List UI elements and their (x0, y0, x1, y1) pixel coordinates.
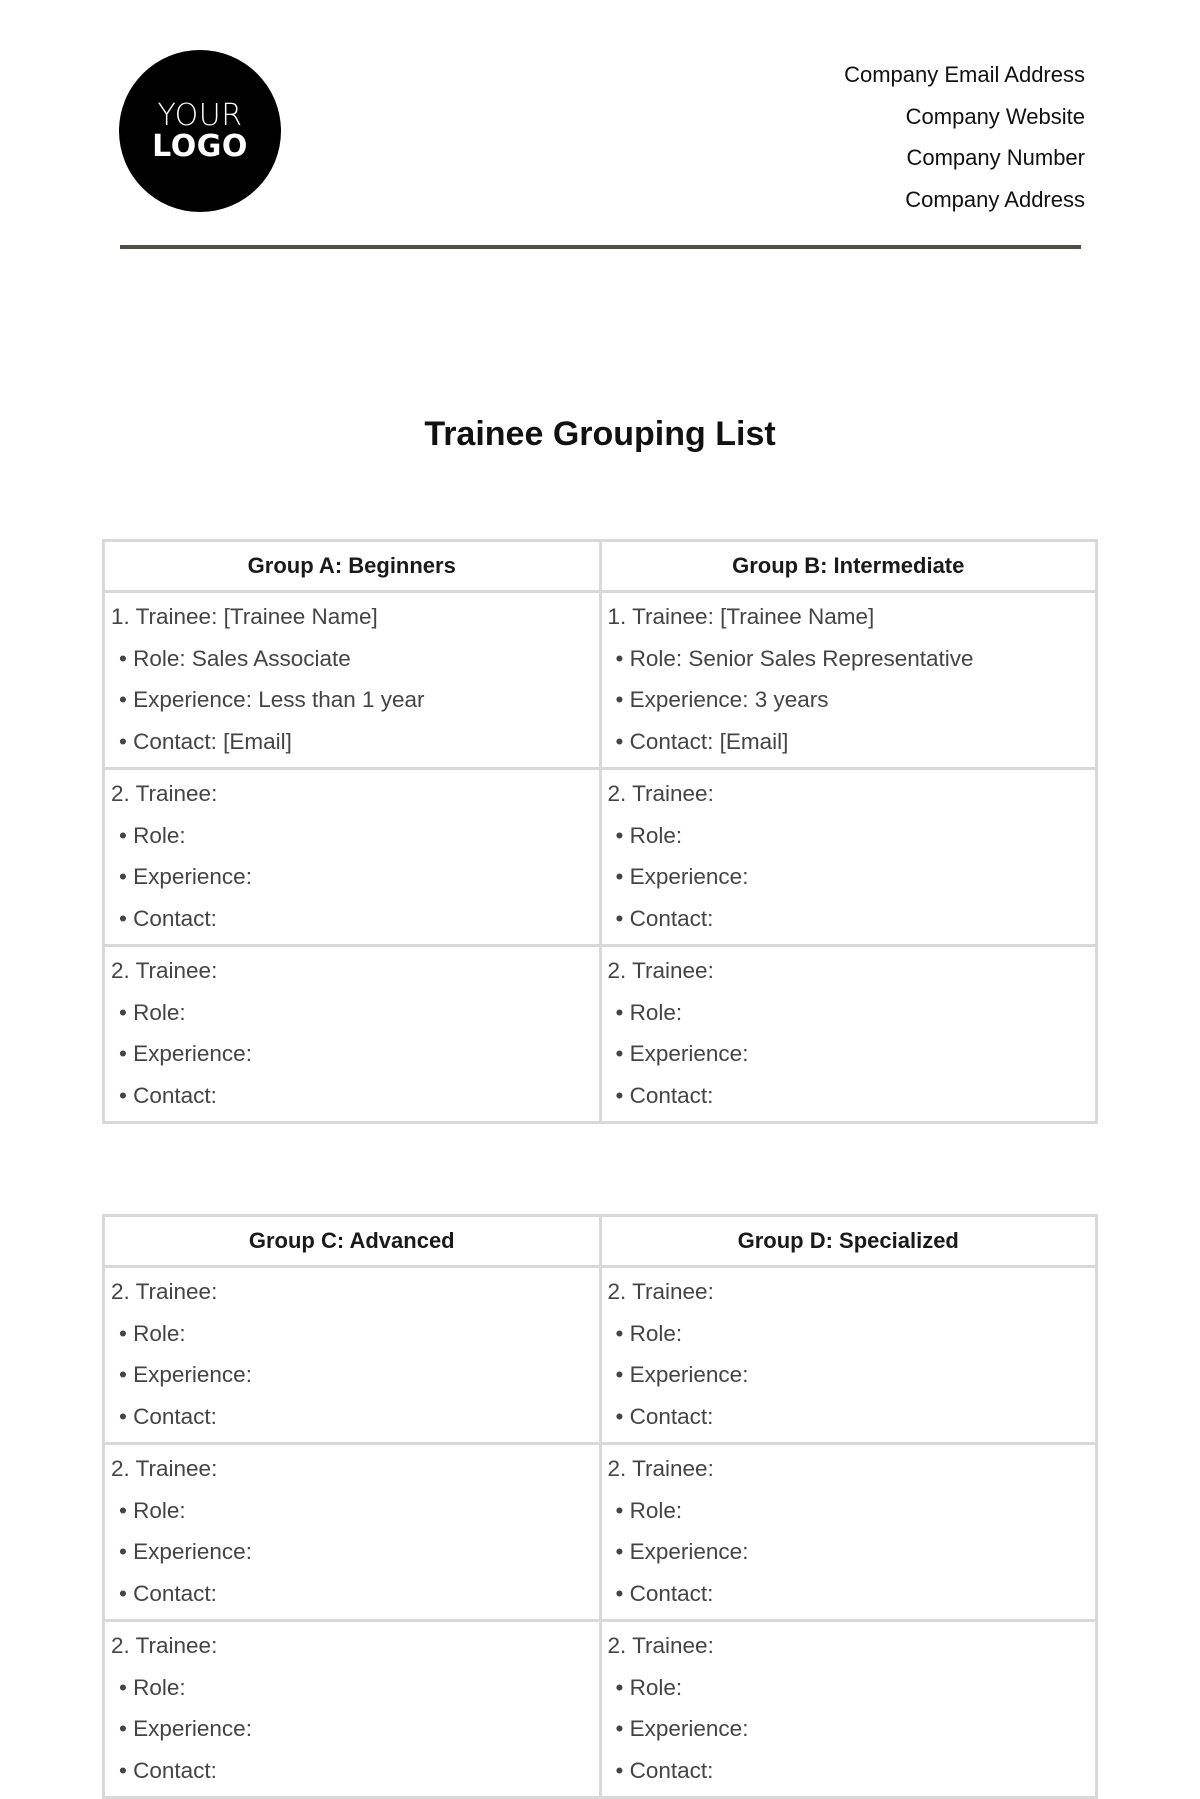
trainee-line: 2. Trainee: (111, 1633, 218, 1658)
table-header-row (104, 1216, 1097, 1267)
table-row (104, 946, 1097, 1123)
company-email: Company Email Address (844, 62, 1085, 87)
group-a-header: Group A: Beginners (104, 541, 601, 592)
contact-line: • Contact: (615, 1580, 714, 1606)
contact-line: • Contact: (119, 1082, 217, 1108)
role-line: • Role: Senior Sales Representative (615, 645, 974, 671)
experience-line: • Experience: (615, 1716, 749, 1741)
contact-line: • Contact: (615, 1757, 714, 1783)
role-line: • Role: (119, 999, 186, 1025)
trainee-line: 2. Trainee: (607, 1633, 714, 1658)
trainee-line: 1. Trainee: [Trainee Name] (607, 604, 875, 629)
role-line: • Role: (119, 822, 186, 848)
experience-line: • Experience: (119, 1539, 252, 1564)
trainee-line: 2. Trainee: (111, 1456, 218, 1481)
company-info (844, 54, 1085, 220)
contact-line: • Contact: [Email] (615, 728, 789, 754)
table-row (104, 1444, 1097, 1621)
company-logo (119, 50, 281, 212)
trainee-cell (104, 769, 601, 946)
contact-line: • Contact: (615, 905, 714, 931)
trainee-cell (600, 592, 1097, 769)
trainee-line: 2. Trainee: (111, 781, 218, 806)
role-line: • Role: (615, 1674, 683, 1700)
contact-line: • Contact: (119, 905, 217, 931)
experience-line: • Experience: 3 years (615, 687, 829, 712)
trainee-cell (600, 946, 1097, 1123)
role-line: • Role: (615, 1497, 683, 1523)
trainee-line: 2. Trainee: (111, 1279, 218, 1304)
role-line: • Role: (615, 1320, 683, 1346)
role-line: • Role: (119, 1497, 186, 1523)
trainee-cell (104, 946, 601, 1123)
experience-line: • Experience: (615, 1539, 749, 1564)
role-line: • Role: Sales Associate (119, 645, 351, 671)
contact-line: • Contact: (615, 1403, 714, 1429)
trainee-cell (104, 1444, 601, 1621)
role-line: • Role: (615, 822, 683, 848)
logo-text-line2: LOGO (152, 129, 248, 164)
table-row (104, 1621, 1097, 1798)
trainee-line: 2. Trainee: (607, 1456, 714, 1481)
group-table-a-b (102, 539, 1098, 1124)
company-address: Company Address (905, 186, 1085, 212)
experience-line: • Experience: (119, 864, 252, 889)
table-row (104, 1267, 1097, 1444)
experience-line: • Experience: (615, 1362, 749, 1387)
contact-line: • Contact: (119, 1403, 217, 1429)
table-header-row (104, 541, 1097, 592)
trainee-line: 1. Trainee: [Trainee Name] (111, 604, 378, 629)
logo-text-line1: YOUR (157, 97, 243, 133)
trainee-line: 2. Trainee: (607, 958, 714, 983)
experience-line: • Experience: (119, 1041, 252, 1066)
company-number: Company Number (906, 145, 1085, 170)
trainee-line: 2. Trainee: (607, 781, 714, 806)
experience-line: • Experience: (119, 1716, 252, 1741)
experience-line: • Experience: Less than 1 year (119, 687, 425, 712)
trainee-cell (104, 592, 601, 769)
header-divider (120, 245, 1081, 249)
contact-line: • Contact: (119, 1757, 217, 1783)
role-line: • Role: (119, 1320, 186, 1346)
table-row (104, 592, 1097, 769)
group-c-header: Group C: Advanced (104, 1216, 601, 1267)
experience-line: • Experience: (119, 1362, 252, 1387)
trainee-cell (600, 769, 1097, 946)
group-b-header: Group B: Intermediate (600, 541, 1097, 592)
trainee-cell (600, 1444, 1097, 1621)
role-line: • Role: (615, 999, 683, 1025)
company-website: Company Website (905, 103, 1085, 129)
experience-line: • Experience: (615, 1041, 749, 1066)
trainee-line: 2. Trainee: (607, 1279, 714, 1304)
contact-line: • Contact: (615, 1082, 714, 1108)
group-table-c-d (102, 1214, 1098, 1799)
trainee-cell (104, 1621, 601, 1798)
trainee-line: 2. Trainee: (111, 958, 218, 983)
contact-line: • Contact: (119, 1580, 217, 1606)
trainee-cell (600, 1621, 1097, 1798)
role-line: • Role: (119, 1674, 186, 1700)
document-title: Trainee Grouping List (424, 415, 776, 453)
contact-line: • Contact: [Email] (119, 728, 292, 754)
table-row (104, 769, 1097, 946)
trainee-cell (600, 1267, 1097, 1444)
trainee-cell (104, 1267, 601, 1444)
experience-line: • Experience: (615, 864, 749, 889)
group-d-header: Group D: Specialized (600, 1216, 1097, 1267)
